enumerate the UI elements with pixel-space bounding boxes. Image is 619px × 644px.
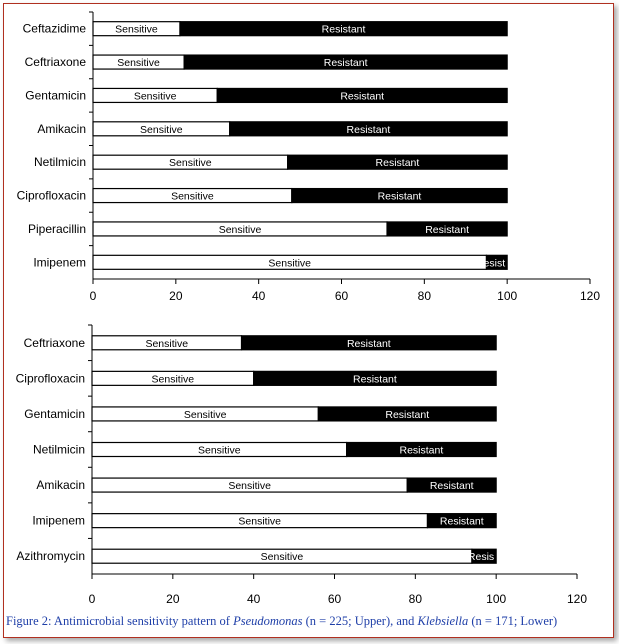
- bar-label-resistant: Resistant: [377, 190, 422, 203]
- bar-label-resistant: Resistant: [439, 515, 484, 528]
- bar-label-sensitive: Sensitive: [171, 190, 214, 203]
- x-tick-label: 120: [566, 592, 588, 606]
- bar-label-resistant: Resistant: [375, 157, 420, 170]
- bar-label-sensitive: Sensitive: [151, 373, 195, 386]
- category-label: Amikacin: [36, 478, 85, 493]
- x-tick-label: 0: [88, 592, 96, 606]
- x-tick-label: 40: [246, 592, 261, 606]
- bar-label-sensitive: Sensitive: [228, 480, 271, 493]
- caption-prefix: Figure 2: Antimicrobial sensitivity pattern of: [6, 614, 234, 628]
- category-label: Ciprofloxacin: [15, 371, 85, 386]
- bar-label-sensitive: Sensitive: [268, 257, 312, 270]
- bar-label-resistant: Resis: [467, 551, 495, 564]
- category-label: Gentamicin: [24, 406, 85, 421]
- x-tick-label: 20: [169, 289, 183, 303]
- figure-caption: [6, 614, 612, 629]
- x-tick-label: 0: [89, 289, 97, 303]
- x-tick-label: 60: [334, 289, 349, 303]
- bar-label-resistant: Resistant: [399, 444, 444, 457]
- bar-label-resistant: Resistant: [346, 123, 391, 136]
- category-label: Ceftazidime: [22, 21, 86, 36]
- bar-label-resistant: Resistant: [429, 480, 474, 493]
- category-label: Amikacin: [37, 121, 86, 136]
- category-label: Piperacillin: [27, 221, 86, 236]
- caption-middle: (n = 225; Upper), and: [302, 614, 418, 628]
- caption-organism-1: Pseudomonas: [233, 614, 303, 628]
- bar-label-resistant: Resistant: [340, 90, 385, 103]
- bar-label-sensitive: Sensitive: [183, 408, 227, 421]
- caption-suffix: (n = 171; Lower): [468, 614, 558, 628]
- bar-label-sensitive: Sensitive: [140, 123, 183, 136]
- bar-label-sensitive: Sensitive: [218, 223, 262, 236]
- x-tick-label: 40: [251, 289, 266, 303]
- x-tick-label: 60: [327, 592, 342, 606]
- category-label: Ceftriaxone: [24, 55, 86, 70]
- category-label: Gentamicin: [25, 88, 86, 103]
- bar-label-sensitive: Sensitive: [115, 23, 158, 36]
- klebsiella-chart: [16, 325, 588, 606]
- bar-label-resistant: Resist: [475, 257, 506, 270]
- x-tick-label: 100: [486, 592, 507, 606]
- bar-label-sensitive: Sensitive: [198, 444, 241, 457]
- bar-label-sensitive: Sensitive: [260, 551, 304, 564]
- x-tick-label: 80: [417, 289, 432, 303]
- caption-organism-2: Klebsiella: [417, 614, 469, 628]
- bar-label-sensitive: Sensitive: [238, 515, 282, 528]
- category-label: Imipenem: [33, 255, 86, 270]
- category-label: Netilmicin: [33, 155, 86, 170]
- category-label: Ciprofloxacin: [16, 188, 86, 203]
- category-label: Ceftriaxone: [23, 335, 85, 350]
- x-tick-label: 120: [579, 289, 601, 303]
- x-tick-label: 20: [166, 592, 180, 606]
- bar-label-resistant: Resistant: [346, 337, 391, 350]
- category-label: Netilmicin: [32, 442, 85, 457]
- bar-label-sensitive: Sensitive: [145, 337, 189, 350]
- x-tick-label: 80: [408, 592, 423, 606]
- x-tick-label: 100: [497, 289, 518, 303]
- category-label: Imipenem: [32, 513, 85, 528]
- pseudomonas-chart: [17, 12, 601, 303]
- bar-label-resistant: Resistant: [323, 57, 368, 70]
- bar-label-sensitive: Sensitive: [117, 57, 160, 70]
- bar-label-sensitive: Sensitive: [133, 90, 177, 103]
- bar-label-sensitive: Sensitive: [169, 157, 212, 170]
- bar-label-resistant: Resistant: [321, 23, 366, 36]
- bar-label-resistant: Resistant: [353, 373, 397, 386]
- bar-label-resistant: Resistant: [385, 408, 430, 421]
- bar-label-resistant: Resistant: [425, 223, 470, 236]
- category-label: Azithromycin: [16, 549, 85, 564]
